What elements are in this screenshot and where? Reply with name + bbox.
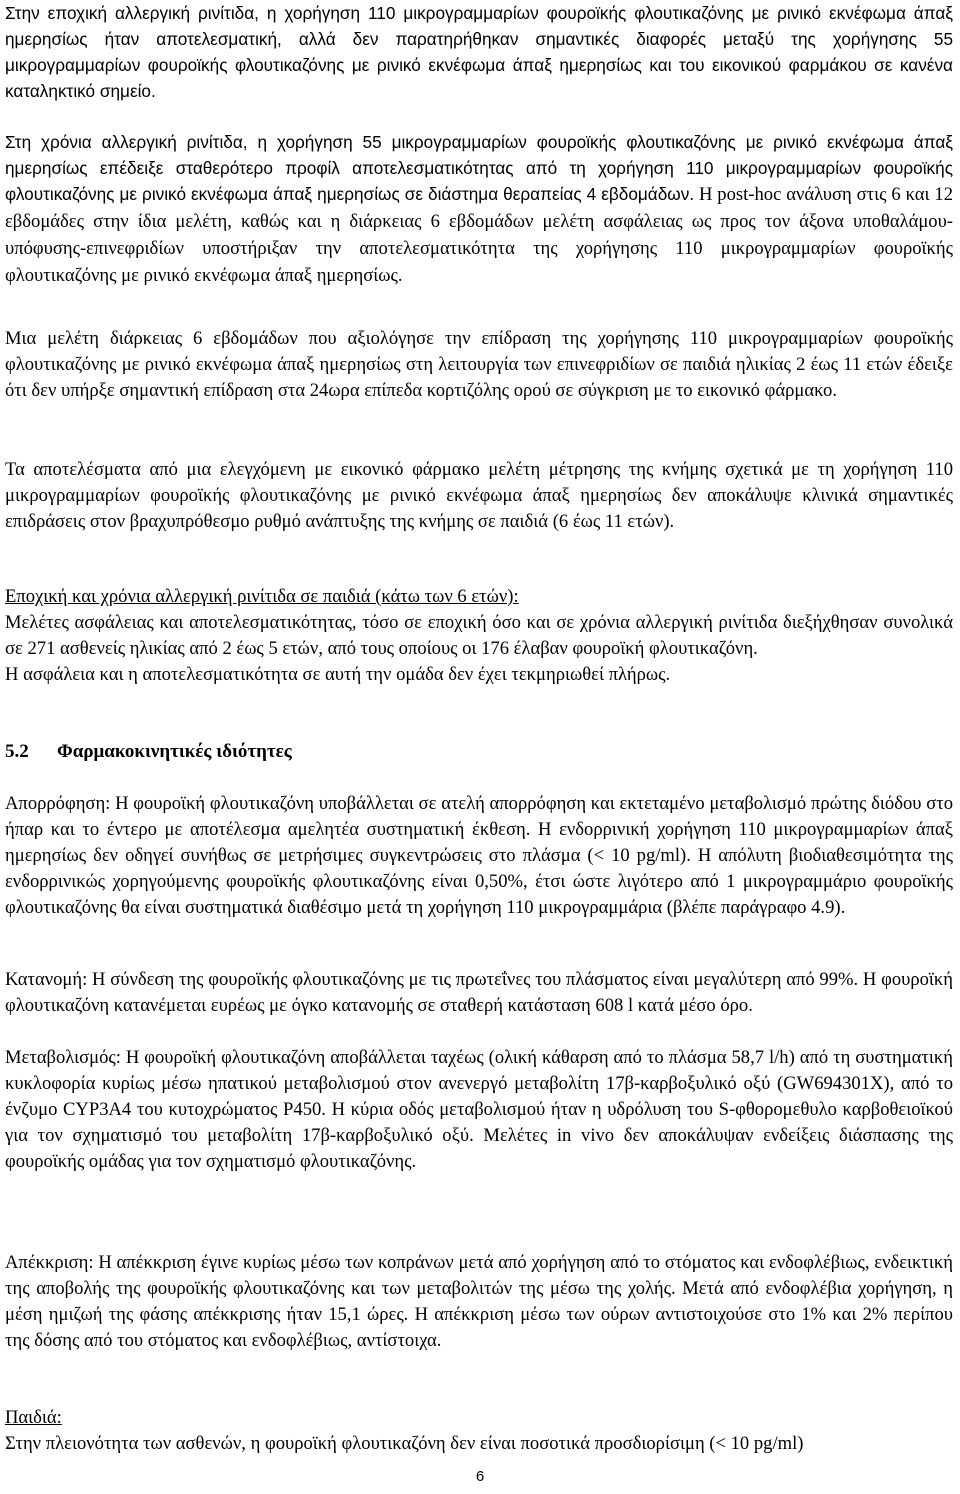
paragraph-distribution <box>5 967 953 1019</box>
paragraph-children <box>5 1405 955 1457</box>
paragraph-absorption <box>5 791 953 921</box>
subsection-text-studies: Μελέτες ασφάλειας και αποτελεσματικότητας, τόσο σε εποχική όσο και σε χρόνια αλλεργική ρινίτιδα διεξήχθησαν συνολικά σε 271 ασθενείς ηλικίας από 2 έως 5 ετών, από τους οποίους οι 176 έλαβαν φουροϊκή φλουτικαζόνη. <box>5 612 953 660</box>
perennial-rhinitis-text-a: Στη χρόνια αλλεργική ρινίτιδα, η χορήγηση 55 μικρογραμμαρίων φουροϊκής φλουτικαζόνης με ρινικό εκνέφωμα άπαξ ημερησίως επέδειξε σταθερότερο προφίλ αποτελεσματικότητας από τη χορήγηση 110 μικρογραμμαρίων φουροϊκής φλουτικαζόνης με ρινικό εκνέφωμα άπαξ ημερησίως σε διάστημα θεραπείας 4 εβδομάδων. <box>5 132 953 205</box>
section-title: Φαρμακοκινητικές ιδιότητες <box>57 741 292 762</box>
distribution-text: Η σύνδεση της φουροϊκής φλουτικαζόνης με τις πρωτεΐνες του πλάσματος είναι μεγαλύτερη από 99%. Η φουροϊκή φλουτικαζόνη κατανέμεται ευρέως με όγκο κατανομής σε σταθερή κατάσταση 608 l κατά μέσο όρο. <box>5 969 953 1017</box>
absorption-text: Η φουροϊκή φλουτικαζόνη υποβάλλεται σε ατελή απορρόφηση και εκτεταμένο μεταβολισμό πρώτης διόδου στο ήπαρ και το έντερο με αποτέλεσμα αμελητέα συστηματική έκθεση. Η ενδορρινική χορήγηση 110 μικρογραμμαρίων άπαξ ημερησίως δεν οδηγεί συνήθως σε μετρήσιμες συγκεντρώσεις στο πλάσμα (< 10 pg/ml). Η απόλυτη βιοδιαθεσιμότητα της ενδορρινικώς χορηγούμενης φουροϊκής φλουτικαζόνης είναι 0,50%, έτσι ώστε λιγότερο από 1 μικρογραμμάριο φουροϊκής φλουτικαζόνης θα είναι συστηματικά διαθέσιμο μετά τη χορήγηση 110 μικρογραμμάρια (βλέπε παράγραφο 4.9). <box>5 793 953 919</box>
subsection-children-under-6 <box>5 584 953 688</box>
paragraph-seasonal-rhinitis: Στην εποχική αλλεργική ρινίτιδα, η χορήγηση 110 μικρογραμμαρίων φουροϊκής φλουτικαζόνης με ρινικό εκνέφωμα άπαξ ημερησίως ήταν αποτελεσματική, αλλά δεν παρατηρήθηκαν σημαντικές διαφορές μεταξύ της χορήγησης 55 μικρογραμμαρίων φουροϊκής φλουτικαζόνης με ρινικό εκνέφωμα άπαξ ημερησίως και του εικονικού φαρμάκου σε κανένα καταληκτικό σημείο. <box>5 3 953 102</box>
page-number: 6 <box>475 1468 485 1485</box>
paragraph-knemometry-study: Τα αποτελέσματα από μια ελεγχόμενη με εικονικό φάρμακο μελέτη μέτρησης της κνήμης σχετικά με τη χορήγηση 110 μικρογραμμαρίων φουροϊκής φλουτικαζόνης με ρινικό εκνέφωμα άπαξ ημερησίως δεν αποκάλυψε κλινικά σημαντικές επιδράσεις στον βραχυπρόθεσμο ρυθμό ανάπτυξης της κνήμης σε παιδιά (6 έως 11 ετών). <box>5 459 953 533</box>
paragraph-excretion <box>5 1250 953 1354</box>
distribution-label: Κατανομή: <box>5 969 88 990</box>
absorption-label: Απορρόφηση: <box>5 793 111 814</box>
metabolism-label: Μεταβολισμός: <box>5 1047 121 1068</box>
subsection-title: Εποχική και χρόνια αλλεργική ρινίτιδα σε παιδιά (κάτω των 6 ετών): <box>5 586 519 607</box>
section-heading <box>5 739 953 765</box>
children-title: Παιδιά: <box>5 1407 62 1428</box>
paragraph-metabolism <box>5 1045 953 1175</box>
children-text: Στην πλειονότητα των ασθενών, η φουροϊκή φλουτικαζόνη δεν είναι ποσοτικά προσδιορίσιμη (< 10 pg/ml) <box>5 1433 804 1455</box>
metabolism-text: Η φουροϊκή φλουτικαζόνη αποβάλλεται ταχέως (ολική κάθαρση από το πλάσμα 58,7 l/h) από τη συστηματική κυκλοφορία κυρίως μέσω ηπατικού μεταβολισμού στον ανενεργό μεταβολίτη 17β-καρβοξυλικό οξύ (GW694301X), από το ένζυμο CYP3A4 του κυτοχρώματος P450. Η κύρια οδός μεταβολισμού ήταν η υδρόλυση του S-φθορομεθυλο καρβοθειοϊκού για τον σχηματισμό του μεταβολίτη 17β-καρβοξυλικό οξύ. Μελέτες in vivo δεν αποκάλυψαν ενδείξεις διάσπασης της φουροϊκής ομάδας για τον σχηματισμό φλουτικαζόνης. <box>5 1047 953 1173</box>
excretion-text: Η απέκκριση έγινε κυρίως μέσω των κοπράνων μετά από χορήγηση από το στόματος και ενδοφλέβιως, ενδεικτική της αποβολής της φουροϊκής φλουτικαζόνης και των μεταβολιτών της μέσω της χολής. Μετά από ενδοφλέβια χορήγηση, η μέση ημιζωή της φάσης απέκκρισης ήταν 15,1 ώρες. Η απέκκριση μέσω των ούρων αντιστοιχούσε στο 1% και 2% περίπου της δόσης από του στόματος και ενδοφλέβιως, αντίστοιχα. <box>5 1252 953 1352</box>
excretion-label: Απέκκριση: <box>5 1252 94 1273</box>
subsection-text-safety: Η ασφάλεια και η αποτελεσματικότητα σε αυτή την ομάδα δεν έχει τεκμηριωθεί πλήρως. <box>5 664 671 686</box>
paragraph-adrenal-study: Μια μελέτη διάρκειας 6 εβδομάδων που αξιολόγησε την επίδραση της χορήγησης 110 μικρογραμμαρίων φουροϊκής φλουτικαζόνης με ρινικό εκνέφωμα άπαξ ημερησίως στη λειτουργία των επινεφριδίων σε παιδιά ηλικίας 2 έως 11 ετών έδειξε ότι δεν υπήρξε σημαντική επίδραση στα 24ωρα επίπεδα κορτιζόλης ορού σε σύγκριση με το εικονικό φάρμακο. <box>5 328 953 402</box>
section-number: 5.2 <box>5 741 29 762</box>
perennial-rhinitis-text-b: Η post-hoc ανάλυση στις 6 και 12 εβδομάδες στην ίδια μελέτη, καθώς και η διάρκειας 6 εβδομάδων μελέτη ασφάλειας ως προς τον άξονα υποθαλάμου-υπόφυσης-επινεφριδίων υποστήριξαν την αποτελεσματικότητα της χορήγησης 110 μικρογραμμαρίων φουροϊκής φλουτικαζόνης με ρινικό εκνέφωμα άπαξ ημερησίως. <box>5 184 953 287</box>
paragraph-perennial-rhinitis <box>5 129 953 290</box>
